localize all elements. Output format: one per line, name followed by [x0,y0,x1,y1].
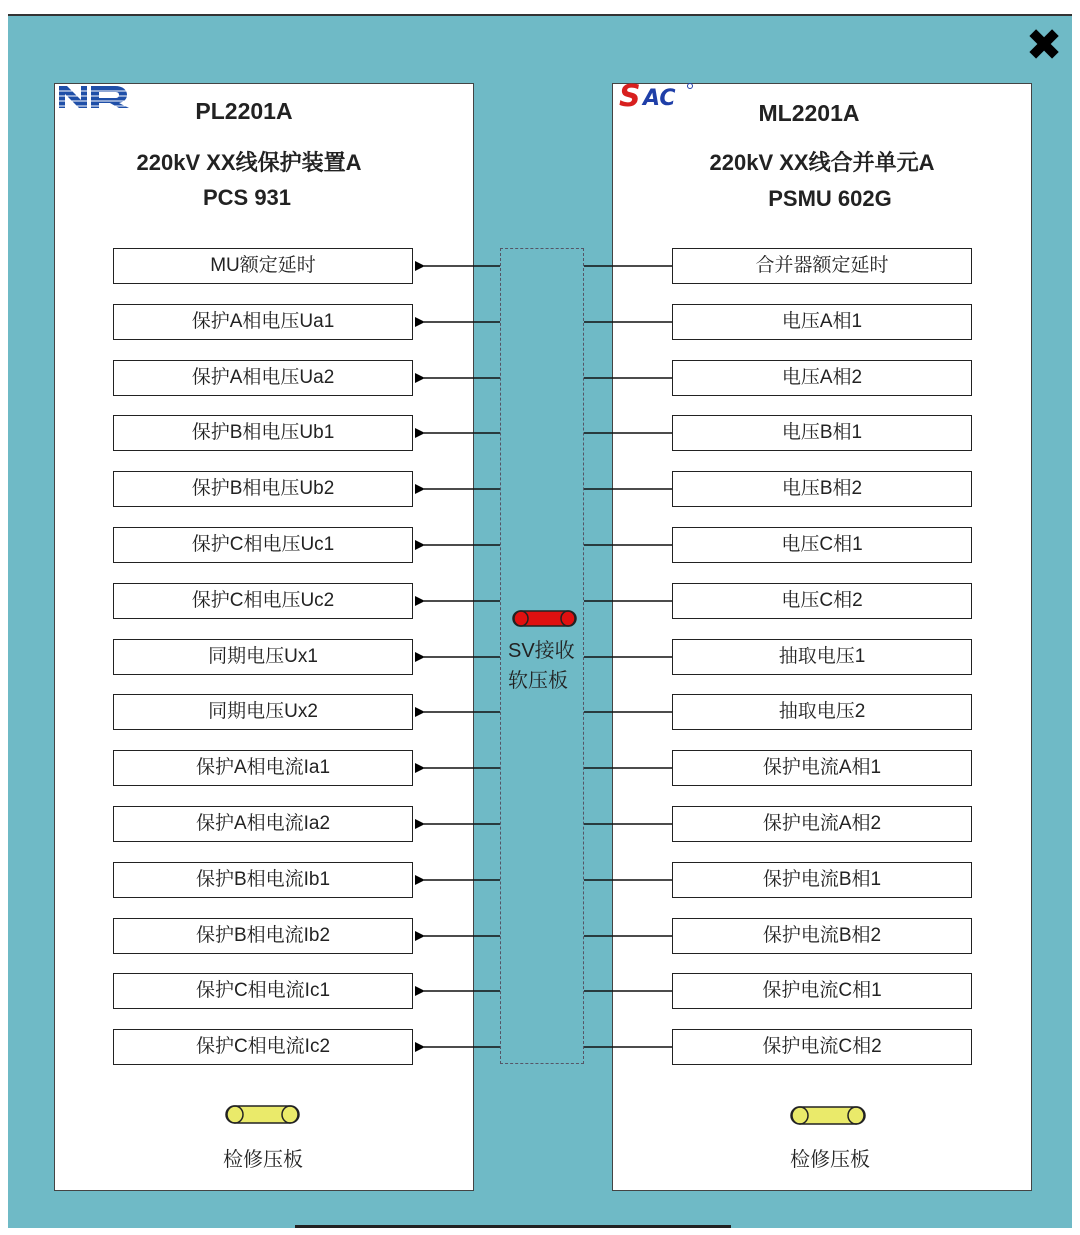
right-signal-box[interactable]: 抽取电压1 [672,639,972,675]
left-signal-box[interactable]: 保护A相电流Ia1 [113,750,413,786]
left-signal-box[interactable]: 保护B相电流Ib1 [113,862,413,898]
right-signal-box[interactable]: 电压B相1 [672,415,972,451]
right-signal-box[interactable]: 抽取电压2 [672,694,972,730]
left-signal-box[interactable]: 保护A相电压Ua2 [113,360,413,396]
left-signal-box[interactable]: 保护B相电压Ub2 [113,471,413,507]
right-signal-box[interactable]: 保护电流C相1 [672,973,972,1009]
left-device-desc: 220kV XX线保护装置A [136,150,362,175]
right-signal-box[interactable]: 保护电流B相2 [672,918,972,954]
left-signal-box[interactable]: 保护C相电流Ic1 [113,973,413,1009]
right-maintenance-label: 检修压板 [790,1149,870,1171]
sv-plate-label: SV接收 软压板 [508,640,575,692]
right-device-desc: 220kV XX线合并单元A [709,150,935,175]
svg-text:AC: AC [643,86,676,111]
right-signal-box[interactable]: 保护电流A相2 [672,806,972,842]
left-signal-box[interactable]: 保护C相电流Ic2 [113,1029,413,1065]
left-signal-box[interactable]: 同期电压Ux1 [113,639,413,675]
right-device-model: PSMU 602G [768,186,892,211]
left-signal-box[interactable]: 保护A相电流Ia2 [113,806,413,842]
right-signal-box[interactable]: 电压B相2 [672,471,972,507]
left-maintenance-label: 检修压板 [223,1149,303,1171]
right-signal-box[interactable]: 保护电流B相1 [672,862,972,898]
right-signal-box[interactable]: 电压C相1 [672,527,972,563]
left-signal-box[interactable]: 保护C相电压Uc1 [113,527,413,563]
left-signal-box[interactable]: 保护B相电流Ib2 [113,918,413,954]
left-signal-box[interactable]: MU额定延时 [113,248,413,284]
right-signal-box[interactable]: 电压A相2 [672,360,972,396]
right-signal-box[interactable]: 保护电流A相1 [672,750,972,786]
svg-text:S: S [619,80,641,112]
right-signal-box[interactable]: 电压C相2 [672,583,972,619]
left-signal-box[interactable]: 保护C相电压Uc2 [113,583,413,619]
bottom-divider [295,1225,731,1228]
left-device-model: PCS 931 [202,185,292,210]
right-signal-box[interactable]: 保护电流C相2 [672,1029,972,1065]
left-signal-box[interactable]: 保护A相电压Ua1 [113,304,413,340]
left-device-name: PL2201A [195,98,293,124]
right-signal-box[interactable]: 电压A相1 [672,304,972,340]
close-button[interactable]: ✖ [1025,20,1063,71]
left-signal-box[interactable]: 同期电压Ux2 [113,694,413,730]
right-device-name: ML2201A [758,100,860,126]
right-signal-box[interactable]: 合并器额定延时 [672,248,972,284]
left-signal-box[interactable]: 保护B相电压Ub1 [113,415,413,451]
